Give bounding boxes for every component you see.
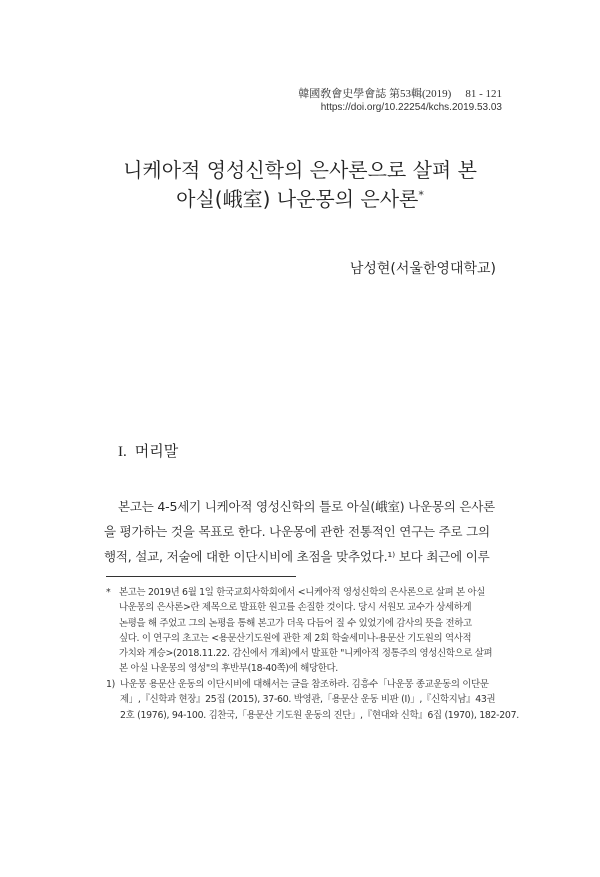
footnote-line: 2호 (1976), 94-100. 김찬국,「용문산 기도원 운동의 진단」,『현대와 신학』6집 (1970), 182-207. xyxy=(120,709,519,721)
footnote-1 xyxy=(106,677,519,723)
title-line2-text: 아실(峨室) 나운몽의 은사론 xyxy=(176,187,419,211)
title-line1-text: 니케아적 영성신학의 은사론으로 살펴 본 xyxy=(123,158,477,182)
section-title: 머리말 xyxy=(134,442,179,460)
footnote-mark: * xyxy=(106,587,111,598)
footnote-line: 나운몽의 은사론>란 제목으로 발표한 원고를 손질한 것이다. 당시 서원모 교수가 상세하게 xyxy=(119,602,472,614)
paper-title-line2 xyxy=(100,184,500,214)
page-range: 81 - 121 xyxy=(465,88,502,100)
title-footnote-mark[interactable]: * xyxy=(418,188,424,202)
footnote-divider xyxy=(106,576,296,577)
footnote-line: 싶다. 이 연구의 초고는 <용문산기도원에 관한 제 2회 학술세미나-용문산 기도원의 역사적 xyxy=(119,632,472,644)
doi-link[interactable]: https://doi.org/10.22254/kchs.2019.53.03 xyxy=(320,102,502,113)
footnote-line: 나운몽 용문산 운동의 이단시비에 대해서는 글을 참조하라. 김흥수「나운몽 종교운동의 이단문 xyxy=(120,679,489,690)
footnote-line: 가치와 계승>(2018.11.22. 감신에서 개최)에서 발표한 "니케아적 정통주의 영성신학으로 살펴 xyxy=(119,648,493,660)
footnote-star xyxy=(106,585,506,677)
body-line: 행적, 설교, 저술에 대한 이단시비에 초점을 맞추었다.¹⁾ 보다 최근에 이루 xyxy=(104,549,490,564)
author-affiliation: 남성현(서울한영대학교) xyxy=(349,261,496,277)
paper-title-line1 xyxy=(100,155,500,185)
footnote-line: 본 아실 나운몽의 영성"의 후반부(18-40쪽)에 해당한다. xyxy=(119,663,338,675)
footnote-line: 논평을 해 주었고 그의 논평을 통해 본고가 더욱 다듬어 질 수 있었기에 감사의 뜻을 전하고 xyxy=(119,617,472,629)
footnote-line: 본고는 2019년 6월 1일 한국교회사학회에서 <니케아적 영성신학의 은사론으로 살펴 본 아실 xyxy=(119,587,486,598)
journal-name: 韓國敎會史學會誌 第53輯(2019) xyxy=(298,88,452,100)
section-number: I. xyxy=(118,444,127,460)
footnote-mark: 1) xyxy=(106,679,116,690)
journal-header xyxy=(298,86,502,103)
footnote-line: 제」,『신학과 현장』25집 (2015), 37-60. 박영관,「용문산 운동 비판 (I)」,『신학지남』43권 xyxy=(120,694,496,706)
body-line: 을 평가하는 것을 목표로 한다. 나운몽에 관한 전통적인 연구는 주로 그의 xyxy=(104,524,490,539)
section-heading xyxy=(118,440,178,461)
body-line: 본고는 4-5세기 니케아적 영성신학의 틀로 아실(峨室) 나운몽의 은사론 xyxy=(118,499,496,514)
